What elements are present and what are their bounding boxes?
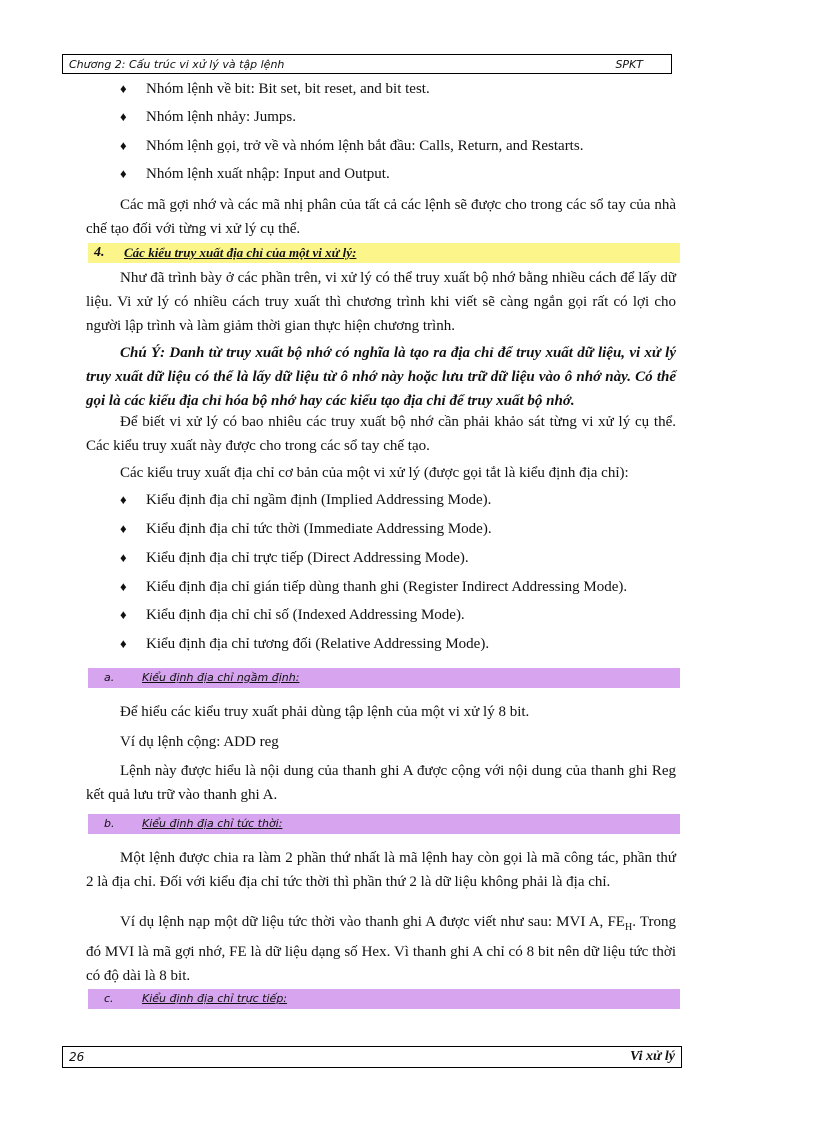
paragraph: Để hiểu các kiểu truy xuất phải dùng tập lệnh của một vi xử lý 8 bit.	[120, 704, 530, 720]
paragraph: Lệnh này được hiểu là nội dung của thanh ghi A được cộng với nội dung của thanh ghi Reg kết quả lưu trữ vào thanh ghi A.	[86, 763, 676, 803]
diamond-bullet-icon: ♦	[120, 579, 127, 594]
header-chapter: Chương 2: Cấu trúc vi xử lý và tập lệnh	[69, 58, 285, 71]
section-title: Kiểu định địa chỉ ngầm định:	[142, 671, 300, 684]
diamond-bullet-icon: ♦	[120, 81, 127, 96]
diamond-bullet-icon: ♦	[120, 138, 127, 153]
diamond-bullet-icon: ♦	[120, 607, 127, 622]
list-item: ♦ Nhóm lệnh xuất nhập: Input and Output.	[120, 166, 390, 182]
list-item: ♦ Nhóm lệnh gọi, trở về và nhóm lệnh bắt đầu: Calls, Return, and Restarts.	[120, 138, 584, 154]
section-number: a.	[104, 671, 115, 684]
list-item: ♦ Nhóm lệnh về bit: Bit set, bit reset, and bit test.	[120, 81, 430, 97]
section-title: Kiểu định địa chỉ trực tiếp:	[142, 992, 288, 1005]
section-number: c.	[104, 992, 114, 1005]
paragraph: Ví dụ lệnh cộng: ADD reg	[120, 734, 279, 750]
diamond-bullet-icon: ♦	[120, 636, 127, 651]
paragraph: Ví dụ lệnh nạp một dữ liệu tức thời vào thanh ghi A được viết như sau: MVI A, $FE_H$. Trong đó MVI là mã gợi nhớ, FE là dữ liệu dạng số Hex. Vì thanh ghi A chỉ có 8 bit nên dữ liệu tức thời có độ dài là 8 bit.	[86, 914, 676, 984]
section-number: b.	[104, 817, 115, 830]
page-number: 26	[69, 1050, 85, 1064]
section-title: Các kiểu truy xuất địa chỉ của một vi xử lý:	[124, 245, 357, 260]
list-item: ♦ Kiểu định địa chỉ chỉ số (Indexed Addressing Mode).	[120, 607, 465, 623]
diamond-bullet-icon: ♦	[120, 492, 127, 507]
section-heading-4	[88, 243, 680, 263]
paragraph: Như đã trình bày ở các phần trên, vi xử lý có thể truy xuất bộ nhớ bằng nhiều cách để lấy dữ liệu. Vi xử lý có nhiều cách truy xuất thì chương trình khi viết sẽ càng ngắn gọi rất có lợi cho người lập trình và làm giảm thời gian thực hiện chương trình.	[86, 270, 676, 334]
diamond-bullet-icon: ♦	[120, 166, 127, 181]
page-footer	[62, 1046, 682, 1068]
section-heading-b	[88, 814, 680, 834]
list-item: ♦ Kiểu định địa chỉ tức thời (Immediate Addressing Mode).	[120, 521, 492, 537]
section-number: 4.	[94, 245, 105, 260]
list-item: ♦ Kiểu định địa chỉ gián tiếp dùng thanh ghi (Register Indirect Addressing Mode).	[120, 579, 628, 595]
list-item: ♦ Kiểu định địa chỉ trực tiếp (Direct Addressing Mode).	[120, 550, 469, 566]
paragraph: Để biết vi xử lý có bao nhiêu các truy xuất bộ nhớ cần phải khảo sát từng vi xử lý cụ thể. Các kiểu truy xuất này được cho trong các sổ tay chế tạo.	[86, 414, 676, 454]
section-heading-c	[88, 989, 680, 1009]
paragraph: Một lệnh được chia ra làm 2 phần thứ nhất là mã lệnh hay còn gọi là mã công tác, phần thứ 2 là địa chỉ. Đối với kiểu địa chỉ tức thời thì phần thứ 2 là dữ liệu không phải là địa chỉ.	[86, 850, 676, 890]
paragraph: Các mã gợi nhớ và các mã nhị phân của tất cả các lệnh sẽ được cho trong các sổ tay của nhà chế tạo đối với từng vi xử lý cụ thể.	[86, 197, 676, 237]
header-org: SPKT	[615, 58, 643, 71]
section-heading-a	[88, 668, 680, 688]
note-paragraph: Chú Ý: Danh từ truy xuất bộ nhớ có nghĩa là tạo ra địa chỉ để truy xuất dữ liệu, vi xử lý truy xuất dữ liệu có thể là lấy dữ liệu từ ô nhớ này hoặc lưu trữ dữ liệu vào ô nhớ này. Có thể gọi là các kiểu địa chỉ hóa bộ nhớ hay các kiểu tạo địa chỉ để truy xuất bộ nhớ.	[86, 345, 676, 409]
footer-title: Vi xử lý	[630, 1049, 675, 1064]
diamond-bullet-icon: ♦	[120, 550, 127, 565]
diamond-bullet-icon: ♦	[120, 109, 127, 124]
list-item: ♦ Nhóm lệnh nhảy: Jumps.	[120, 109, 296, 125]
page-header	[62, 54, 672, 74]
list-item: ♦ Kiểu định địa chỉ tương đối (Relative Addressing Mode).	[120, 636, 490, 652]
section-title: Kiểu định địa chỉ tức thời:	[142, 817, 283, 830]
list-item: ♦ Kiểu định địa chỉ ngầm định (Implied Addressing Mode).	[120, 492, 492, 508]
paragraph: Các kiểu truy xuất địa chỉ cơ bản của một vi xử lý (được gọi tắt là kiểu định địa chỉ):	[120, 465, 629, 481]
diamond-bullet-icon: ♦	[120, 521, 127, 536]
